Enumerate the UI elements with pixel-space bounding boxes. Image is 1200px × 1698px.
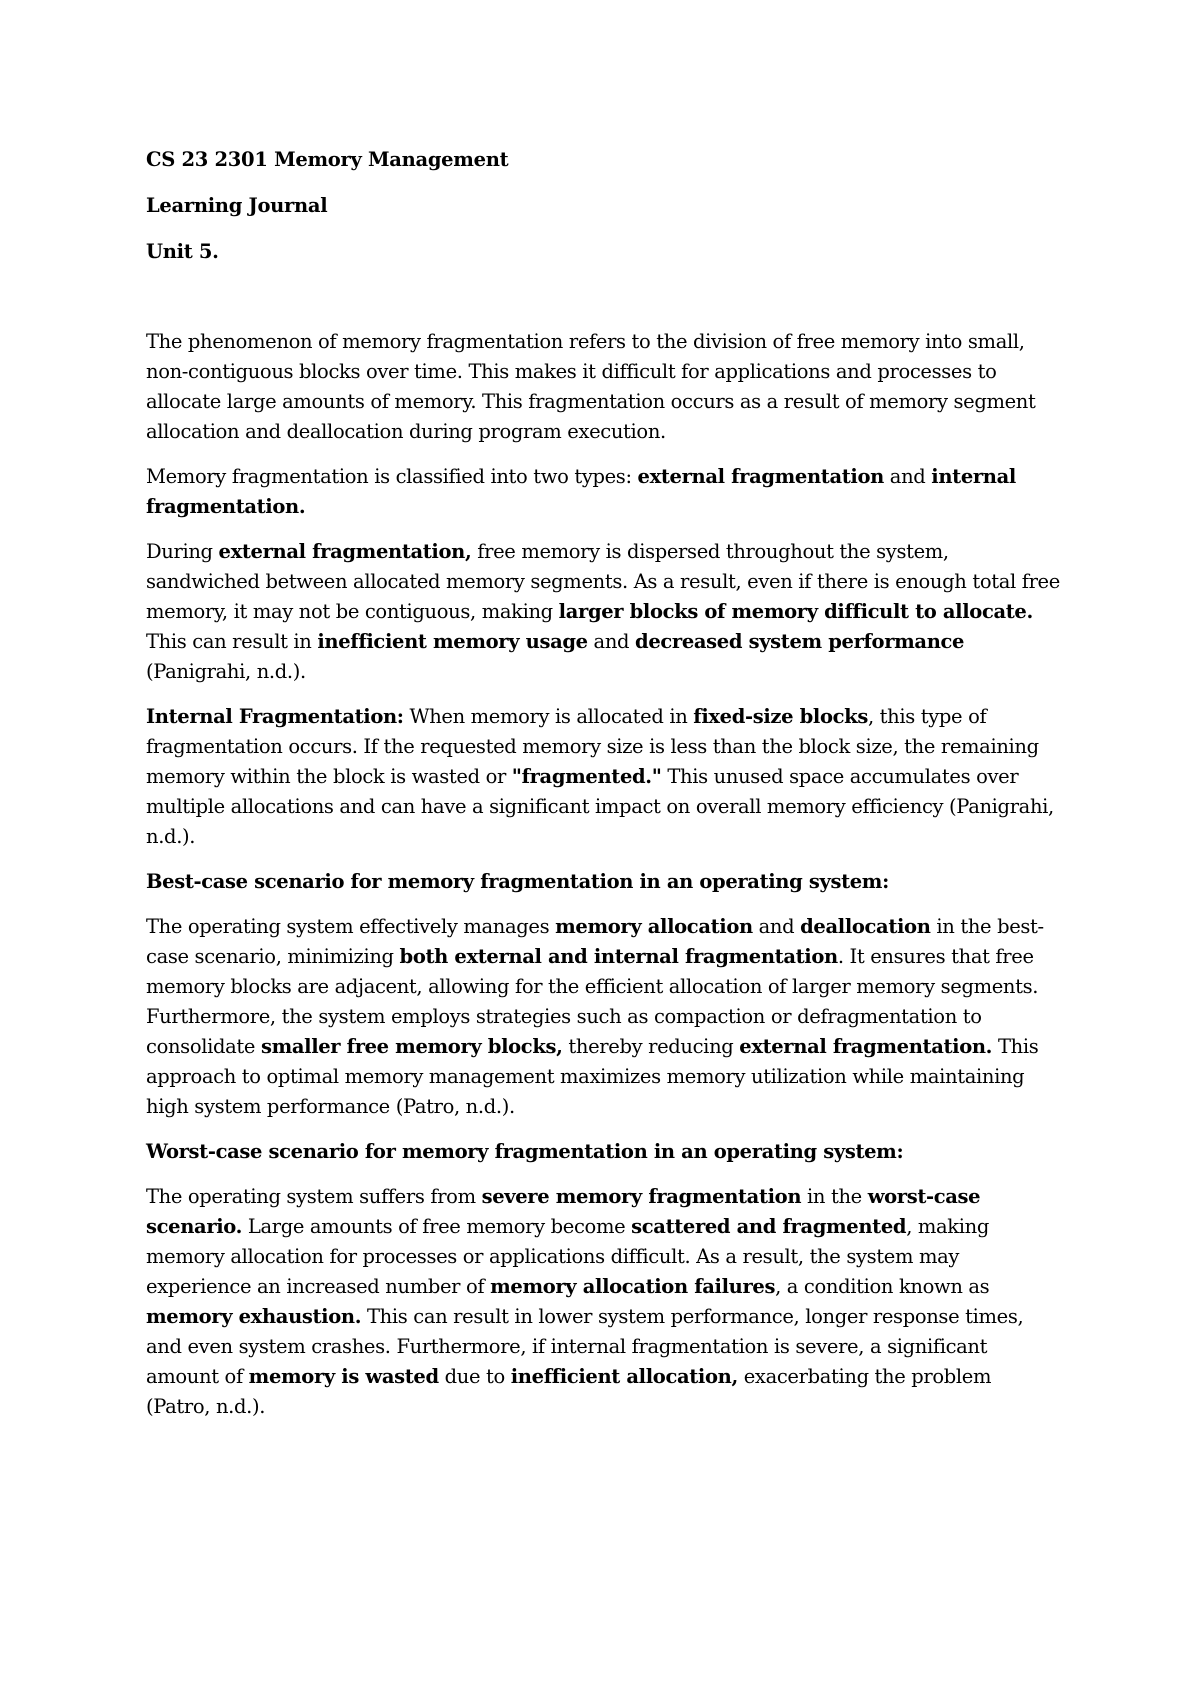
body-text: This approach to optimal memory management maximizes memory utilization while maintaining high system performance (Patro, n.d.).	[146, 1035, 1039, 1118]
emphasized-text: inefficient allocation,	[510, 1365, 738, 1388]
body-text: The operating system suffers from	[146, 1185, 482, 1208]
worst-case-heading: Worst-case scenario for memory fragmentation in an operating system:	[146, 1140, 904, 1163]
emphasized-text: external fragmentation,	[218, 540, 472, 563]
emphasized-text: smaller free memory blocks,	[260, 1035, 563, 1058]
emphasized-text: severe memory fragmentation	[481, 1185, 802, 1208]
body-text: (Panigrahi, n.d.).	[146, 660, 306, 683]
body-text: Memory fragmentation is classified into two types:	[146, 465, 638, 488]
internal-fragmentation-paragraph	[146, 702, 1060, 852]
unit-label: Unit 5.	[146, 240, 219, 263]
emphasized-text: memory is wasted	[248, 1365, 439, 1388]
body-text: This can result in lower system performance, longer response times, and even system crashes. Furthermore, if internal fragmentation is severe, a significant amount of	[146, 1305, 1024, 1388]
emphasized-text: "fragmented."	[511, 765, 662, 788]
body-text: The phenomenon of memory fragmentation refers to the division of free memory into small, non-contiguous blocks over time. This makes it difficult for applications and processes to allocate large amounts of memory. This fragmentation occurs as a result of memory segment allocation and deallocation during program execution.	[146, 330, 1036, 443]
body-text: due to	[438, 1365, 511, 1388]
body-text: Large amounts of free memory become	[242, 1215, 632, 1238]
emphasized-text: memory exhaustion.	[146, 1305, 362, 1328]
body-text: . It ensures that free memory blocks are adjacent, allowing for the efficient allocation of larger memory segments. Furthermore, the system employs strategies such as compaction or defragmentation to consolidate	[146, 945, 1039, 1058]
section-spacer	[146, 283, 1060, 327]
emphasized-text: memory allocation	[555, 915, 753, 938]
body-text: exacerbating the problem (Patro, n.d.).	[146, 1365, 992, 1418]
emphasized-text: memory allocation failures	[490, 1275, 776, 1298]
body-text: , a condition known as	[775, 1275, 990, 1298]
intro-paragraph	[146, 327, 1060, 447]
body-text: , making memory allocation for processes or applications difficult. As a result, the system may experience an increased number of	[146, 1215, 989, 1298]
body-text: free memory is dispersed throughout the system, sandwiched between allocated memory segments. As a result, even if there is enough total free memory, it may not be contiguous, making	[146, 540, 1060, 623]
emphasized-text: inefficient memory usage	[317, 630, 588, 653]
best-case-paragraph	[146, 912, 1060, 1122]
body-text: thereby reducing	[562, 1035, 740, 1058]
body-text: When memory is allocated in	[403, 705, 694, 728]
body-text: in the	[801, 1185, 868, 1208]
worst-case-paragraph	[146, 1182, 1060, 1422]
best-case-heading: Best-case scenario for memory fragmentation in an operating system:	[146, 870, 889, 893]
emphasized-text: deallocation	[800, 915, 931, 938]
emphasized-text: decreased system performance	[635, 630, 965, 653]
emphasized-text: external fragmentation	[637, 465, 884, 488]
emphasized-text: internal fragmentation.	[146, 465, 1016, 518]
emphasized-text: both external and internal fragmentation	[399, 945, 838, 968]
emphasized-text: larger blocks of memory difficult to allocate.	[558, 600, 1033, 623]
emphasized-text: fixed-size blocks	[693, 705, 868, 728]
body-text: , this type of fragmentation occurs. If the requested memory size is less than the block size, the remaining memory within the block is wasted or	[146, 705, 1039, 788]
emphasized-text: worst-case scenario.	[146, 1185, 981, 1238]
body-text: in the best-case scenario, minimizing	[146, 915, 1044, 968]
emphasized-text: scattered and fragmented	[631, 1215, 907, 1238]
body-text: This unused space accumulates over multiple allocations and can have a significant impact on overall memory efficiency (Panigrahi, n.d.).	[146, 765, 1054, 848]
emphasized-text: Internal Fragmentation:	[146, 705, 404, 728]
body-text: During	[146, 540, 219, 563]
course-title: CS 23 2301 Memory Management	[146, 148, 509, 171]
emphasized-text: external fragmentation.	[739, 1035, 993, 1058]
body-text: and	[883, 465, 932, 488]
body-text: This can result in	[146, 630, 318, 653]
document-type: Learning Journal	[146, 194, 328, 217]
body-text: and	[587, 630, 636, 653]
external-fragmentation-paragraph	[146, 537, 1060, 687]
body-text: and	[752, 915, 801, 938]
body-text: The operating system effectively manages	[146, 915, 556, 938]
types-paragraph	[146, 462, 1060, 522]
